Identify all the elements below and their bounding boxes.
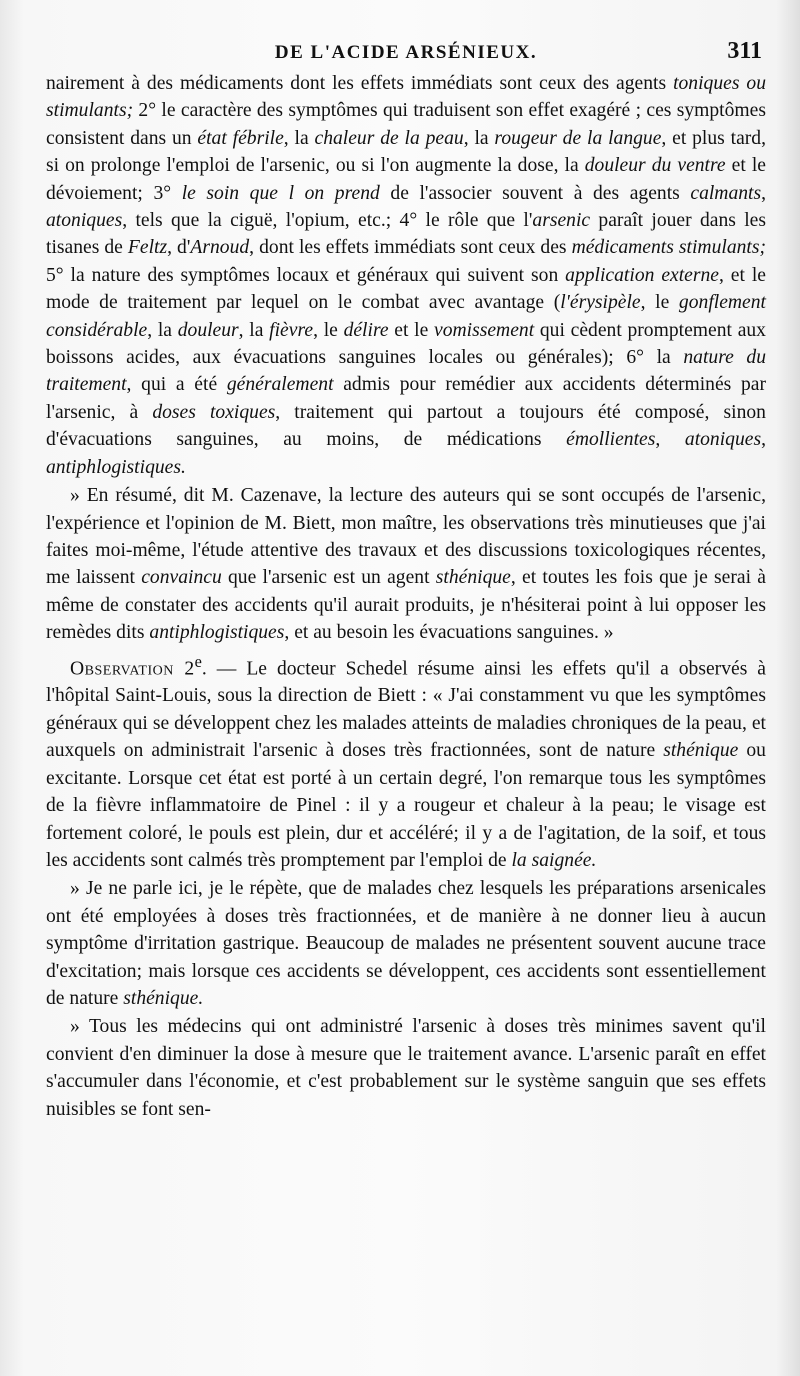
italic-text: application externe <box>565 264 719 286</box>
text-segment: , dont les effets immédiats sont ceux des <box>249 237 572 259</box>
text-segment: . — Le docteur Schedel résume ainsi les effets qu'il a observés à l'hôpital Saint-Louis, sous la direction de Biett : « J'ai constamment vu que les symptômes généraux qui se développent chez les malades atteints de maladies chroniques de la peau, et auxquels on administrait l'arsenic à doses très fractionnées, sont de nature <box>46 658 766 762</box>
italic-text: chaleur de la peau <box>314 127 464 149</box>
text-segment: 5° la nature des symptômes locaux et généraux qui suivent son <box>46 264 566 286</box>
text-segment: nairement à des médicaments dont les effets immédiats sont ceux des agents <box>46 73 674 94</box>
page-number: 311 <box>727 38 762 64</box>
italic-text: convaincu <box>141 567 222 589</box>
italic-text: l'érysipèle <box>560 292 641 314</box>
italic-text: le soin que l on prend <box>181 182 380 204</box>
text-segment: qui cèdent promptement aux boissons acides, aux évacuations sanguines locales ou générales); 6° la <box>46 319 766 369</box>
text-segment: , la <box>238 319 270 341</box>
text-segment: , la <box>463 127 495 149</box>
italic-text: atoniques <box>46 210 123 232</box>
text-segment: , et plus tard, si on prolonge l'emploi de l'arsenic, ou si l'on augmente la dose, la <box>46 127 767 177</box>
italic-text: antiphlogistiques <box>149 622 285 644</box>
italic-text: sthénique <box>435 567 511 589</box>
italic-text: Arnoud <box>190 237 250 259</box>
text-segment: » En résumé, dit M. Cazenave, la lecture des auteurs qui se sont occupés de l'arsenic, l'expérience et l'opinion de M. Biett, mon maître, les observations très minutieuses que j'ai faites moi-même, l'étude attentive des travaux et des discussions toxicologiques récentes, me laissent <box>46 485 766 589</box>
text-segment: » Tous les médecins qui ont administré l'arsenic à doses très minimes savent qu'il convient d'en diminuer la dose à mesure que le traitement avance. L'arsenic paraît en effet s'accumuler dans l'économie, et c'est probablement sur le système sanguin que ses effets nuisibles se font sen- <box>46 1016 766 1120</box>
italic-text: calmants <box>690 182 762 204</box>
italic-text: état fébrile <box>197 127 284 149</box>
italic-text: la saignée. <box>511 849 597 871</box>
paragraph <box>46 875 766 1012</box>
italic-text: médicaments stimulants; <box>571 237 767 259</box>
text-segment: , la <box>283 127 315 149</box>
text-segment: » Je ne parle ici, je le répète, que de malades chez lesquels les préparations arsenicales ont été employées à doses très fractionnées, et de manière à ne donner lieu à aucun symptôme d'irritation gastrique. Beaucoup de malades ne présentent souvent aucune trace d'excitation; mais lorsque ces accidents se développent, ces accidents sont essentiellement de nature <box>46 878 766 1009</box>
italic-text: doses toxiques <box>152 401 276 423</box>
text-segment: , le <box>313 319 344 341</box>
italic-text: vomissement <box>434 319 535 341</box>
text-segment: 2° le caractère des symptômes qui traduisent son effet exagéré ; ces symptômes consistent dans un <box>46 100 766 149</box>
text-segment: , <box>761 429 766 451</box>
running-title: DE L'ACIDE ARSÉNIEUX. <box>274 42 538 63</box>
text-segment: , la <box>147 319 178 341</box>
text-segment: ou excitante. Lorsque cet état est porté à un certain degré, l'on remarque tous les symptômes de la fièvre inflammatoire de Pinel : il y a rougeur et chaleur à la peau; le visage est fortement coloré, le pouls est plein, dur et accéléré; il y a de l'agitation, de la soif, et tous les accidents sont calmés très promptement par l'emploi de <box>46 740 766 871</box>
body-text <box>46 70 766 1123</box>
text-segment: , et au besoin les évacuations sanguines. » <box>284 622 614 644</box>
italic-text: délire <box>343 319 389 341</box>
superscript-text: e <box>194 651 202 671</box>
text-segment: que l'arsenic est un agent <box>221 567 436 589</box>
italic-text: atoniques <box>684 429 762 451</box>
italic-text: généralement <box>226 374 334 396</box>
text-segment: , et le mode de traitement par lequel on le combat avec avantage ( <box>46 264 766 314</box>
text-segment: admis pour remédier aux accidents déterminés par l'arsenic, à <box>46 374 766 423</box>
italic-text: nature du traitement <box>46 347 767 396</box>
italic-text: rougeur de la langue <box>494 127 662 149</box>
italic-text: Feltz <box>127 237 168 259</box>
text-segment: , <box>655 429 685 451</box>
italic-text: émollientes <box>566 429 656 451</box>
italic-text: fièvre <box>269 319 314 341</box>
italic-text: toniques ou stimulants; <box>46 73 766 122</box>
text-segment: , tels que la ciguë, l'opium, etc.; 4° le rôle que l' <box>122 210 533 232</box>
italic-text: gonflement considérable <box>46 292 766 341</box>
paragraph <box>46 70 766 481</box>
paragraph <box>46 482 766 646</box>
running-header <box>46 36 766 66</box>
small-caps-text: Observation 2 <box>70 658 195 680</box>
text-segment: , et toutes les fois que je serai à même de constater des accidents qu'il aurait produits, je n'hésiterai point à lui opposer les remèdes dits <box>46 567 766 644</box>
text-segment: , qui a été <box>126 374 227 396</box>
italic-text: douleur du ventre <box>584 155 726 177</box>
italic-text: antiphlogistiques. <box>46 456 186 478</box>
text-segment: , <box>761 182 767 204</box>
text-segment: et le <box>388 319 435 341</box>
italic-text: sthénique <box>663 740 739 762</box>
text-segment: et le dévoiement; 3° <box>46 155 766 204</box>
text-segment: , d' <box>167 237 191 259</box>
italic-text: arsenic <box>532 210 591 232</box>
italic-text: sthénique. <box>123 987 204 1009</box>
paragraph <box>46 1013 766 1123</box>
text-segment: , le <box>640 292 679 314</box>
text-segment: paraît jouer dans les tisanes de <box>46 210 766 259</box>
italic-text: douleur <box>177 319 239 341</box>
text-segment: de l'associer souvent à des agents <box>379 182 691 204</box>
text-segment: , traitement qui partout a toujours été composé, sinon d'évacuations sanguines, au moins, de médications <box>46 401 766 451</box>
paragraph <box>46 648 766 875</box>
